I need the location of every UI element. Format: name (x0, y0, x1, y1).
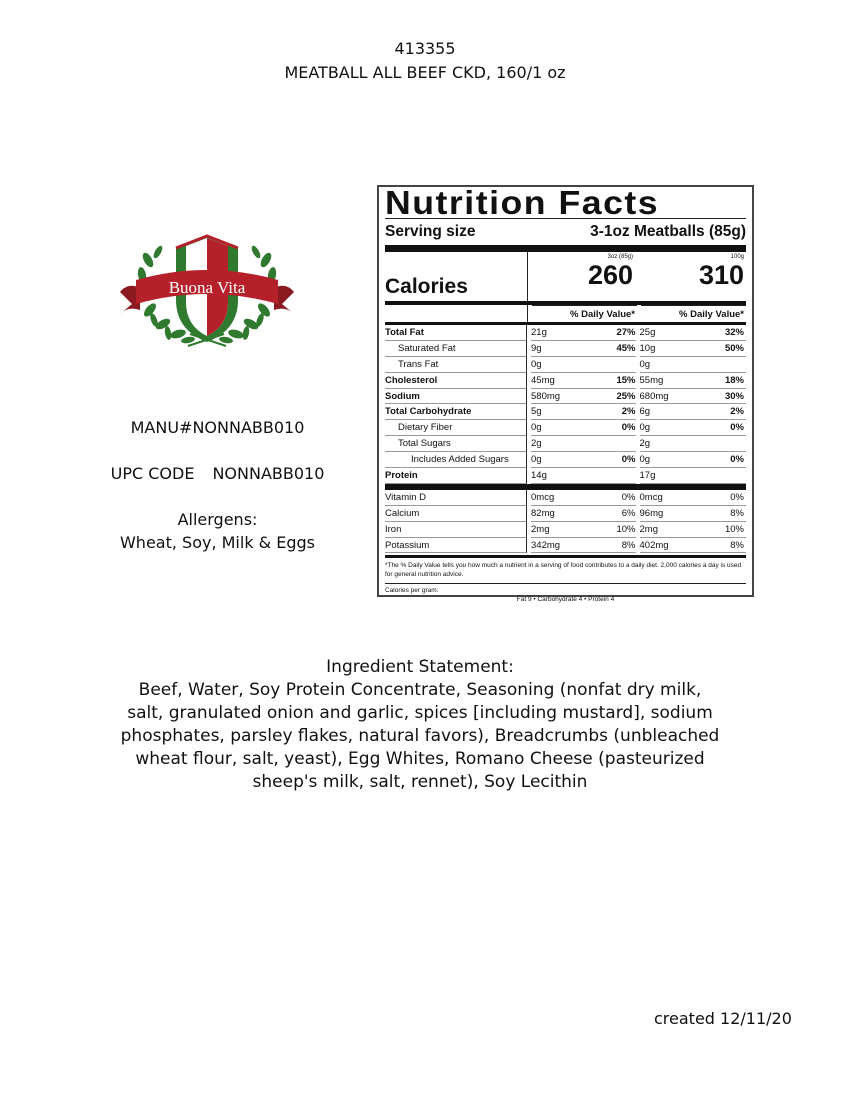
serving-value: 3-1oz Meatballs (85g) (590, 223, 746, 240)
nutrient-row: Includes Added Sugars 0g 0% 0g 0% (385, 452, 746, 468)
nutrient-row: Trans Fat 0g 0g (385, 357, 746, 373)
nutrition-title: Nutrition Facts (385, 184, 660, 221)
upc-code (90, 464, 345, 483)
calories-per-gram-values: Fat 9 • Carbohydrate 4 • Protein 4 (516, 596, 615, 604)
manufacturer-code: MANU#NONNABB010 (130, 418, 305, 437)
buona-vita-logo (118, 230, 296, 352)
ingredient-line: salt, granulated onion and garlic, spices [including mustard], sodium (127, 703, 713, 723)
upc-value: NONNABB010 (212, 464, 325, 483)
created-date: created 12/11/20 (654, 1009, 792, 1028)
vitamin-row: Calcium 82mg 6% 96mg 8% (385, 506, 746, 522)
calories-per-gram-label: Calories per gram: (385, 583, 746, 594)
svg-text:Buona Vita: Buona Vita (168, 278, 246, 297)
nutrient-row: Sodium 580mg 25% 680mg 30% (385, 389, 746, 405)
nutrient-row: Total Fat 21g 27% 25g 32% (385, 325, 746, 341)
calories-col1: 260 (587, 260, 633, 290)
dv-header-col1: % Daily Value* (532, 305, 637, 322)
calories-col2: 310 (698, 260, 744, 290)
ingredient-line: wheat flour, salt, yeast), Egg Whites, Romano Cheese (pasteurized (135, 749, 705, 769)
item-code: 413355 (394, 39, 456, 58)
nutrient-row: Total Carbohydrate 5g 2% 6g 2% (385, 404, 746, 420)
ingredient-statement (95, 679, 745, 794)
serving-size (385, 221, 746, 243)
dv-header-col2: % Daily Value* (641, 305, 746, 322)
nutrient-row: Saturated Fat 9g 45% 10g 50% (385, 341, 746, 357)
allergens-value: Wheat, Soy, Milk & Eggs (119, 533, 315, 552)
daily-value-header (385, 305, 746, 325)
nutrient-row: Total Sugars 2g 2g (385, 436, 746, 452)
ingredient-line: Beef, Water, Soy Protein Concentrate, Seasoning (nonfat dry milk, (138, 680, 702, 700)
vitamin-row: Potassium 342mg 8% 402mg 8% (385, 538, 746, 554)
vitamin-row: Vitamin D 0mcg 0% 0mcg 0% (385, 490, 746, 506)
ingredient-line: phosphates, parsley flakes, natural favors), Breadcrumbs (unbleached (120, 726, 720, 746)
nutrient-row: Dietary Fiber 0g 0% 0g 0% (385, 420, 746, 436)
serving-label: Serving size (385, 223, 476, 240)
col1-size: 3oz (85g) (607, 254, 633, 260)
ingredient-line: sheep's milk, salt, rennet), Soy Lecithin (252, 772, 588, 792)
nutrient-row: Cholesterol 45mg 15% 55mg 18% (385, 373, 746, 389)
upc-label: UPC CODE (110, 464, 195, 483)
calories-label: Calories (385, 252, 528, 301)
ingredient-title: Ingredient Statement: (326, 657, 514, 677)
vitamin-row: Iron 2mg 10% 2mg 10% (385, 522, 746, 538)
calories-row (385, 252, 746, 305)
daily-value-footnote: *The % Daily Value tells you how much a nutrient in a serving of food contributes to a daily diet. 2,000 calories a day is used for general nutrition advice. (385, 555, 746, 579)
allergens-title: Allergens: (177, 510, 258, 529)
item-name: MEATBALL ALL BEEF CKD, 160/1 oz (284, 63, 566, 82)
nutrition-facts-label (377, 184, 754, 604)
nutrient-row: Protein 14g 17g (385, 468, 746, 484)
col2-size: 100g (730, 254, 744, 260)
